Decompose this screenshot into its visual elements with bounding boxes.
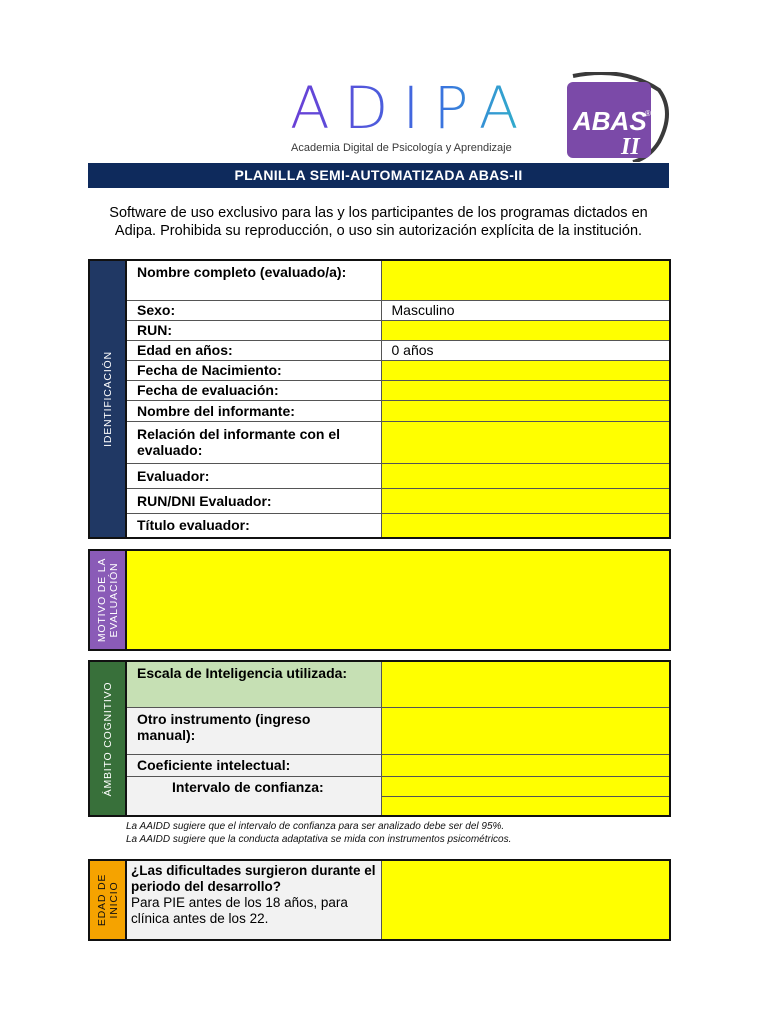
intervalo-input-high[interactable] (381, 796, 670, 816)
fecha-evaluacion-label: Fecha de evaluación: (126, 380, 381, 400)
evaluador-input[interactable] (381, 463, 670, 488)
fecha-nacimiento-input[interactable] (381, 360, 670, 380)
intervalo-input-low[interactable] (381, 776, 670, 796)
run-evaluador-label: RUN/DNI Evaluador: (126, 488, 381, 513)
intervalo-label: Intervalo de confianza: (126, 776, 381, 816)
inicio-hint: Para PIE antes de los 18 años, para clínica antes de los 22. (131, 895, 348, 926)
sexo-label: Sexo: (126, 300, 381, 320)
coeficiente-input[interactable] (381, 754, 670, 776)
inicio-question: ¿Las dificultades surgieron durante el periodo del desarrollo? (131, 863, 376, 894)
fecha-nacimiento-label: Fecha de Nacimiento: (126, 360, 381, 380)
fecha-evaluacion-input[interactable] (381, 380, 670, 400)
motivo-section-label: MOTIVO DE LA EVALUACIÓN (89, 550, 126, 650)
adipa-subtitle: Academia Digital de Psicología y Aprendizaje (291, 142, 512, 154)
identificacion-section-label: IDENTIFICACIÓN (89, 260, 126, 538)
escala-label: Escala de Inteligencia utilizada: (126, 661, 381, 707)
abas-logo-text: ABAS (573, 106, 647, 136)
titulo-evaluador-label: Título evaluador: (126, 513, 381, 538)
cognitivo-table (88, 660, 671, 817)
otro-instrumento-label: Otro instrumento (ingreso manual): (126, 707, 381, 754)
run-evaluador-input[interactable] (381, 488, 670, 513)
aaidd-notes (126, 820, 511, 846)
relacion-informante-input[interactable] (381, 421, 670, 463)
otro-instrumento-input[interactable] (381, 707, 670, 754)
run-input[interactable] (381, 320, 670, 340)
aaidd-note-conducta: La AAIDD sugiere que la conducta adaptativa se mida con instrumentos psicométricos. (126, 834, 512, 845)
coeficiente-label: Coeficiente intelectual: (126, 754, 381, 776)
inicio-table (88, 859, 671, 941)
aaidd-note-intervalo: La AAIDD sugiere que el intervalo de confianza para ser analizado debe ser del 95%. (126, 821, 505, 832)
informante-input[interactable] (381, 400, 670, 421)
cognitivo-section-label: ÁMBITO COGNITIVO (89, 661, 126, 816)
motivo-table (88, 549, 671, 651)
evaluador-label: Evaluador: (126, 463, 381, 488)
titulo-evaluador-input[interactable] (381, 513, 670, 538)
inicio-question-cell (126, 860, 381, 940)
inicio-input[interactable] (381, 860, 670, 940)
edad-label: Edad en años: (126, 340, 381, 360)
nombre-completo-input[interactable] (381, 260, 670, 300)
nombre-completo-label: Nombre completo (evaluado/a): (126, 260, 381, 300)
edad-value: 0 años (381, 340, 670, 360)
identificacion-table (88, 259, 671, 539)
relacion-informante-label: Relación del informante con el evaluado: (126, 421, 381, 463)
abas-ii-logo (563, 72, 671, 162)
abas-logo-numeral: II (621, 134, 640, 160)
inicio-section-label: EDAD DE INICIO (89, 860, 126, 940)
motivo-input[interactable] (126, 550, 670, 650)
page-title: PLANILLA SEMI-AUTOMATIZADA ABAS-II (88, 163, 669, 188)
sexo-value: Masculino (381, 300, 670, 320)
escala-input[interactable] (381, 661, 670, 707)
informante-label: Nombre del informante: (126, 400, 381, 421)
run-label: RUN: (126, 320, 381, 340)
adipa-logo: ADIPA (290, 74, 533, 142)
abas-logo-mark: ® (645, 109, 651, 118)
disclaimer-text: Software de uso exclusivo para las y los participantes de los programas dictados en Adipa. Prohibida su reproducción, o uso sin autorización explícita de la institución. (109, 205, 648, 239)
